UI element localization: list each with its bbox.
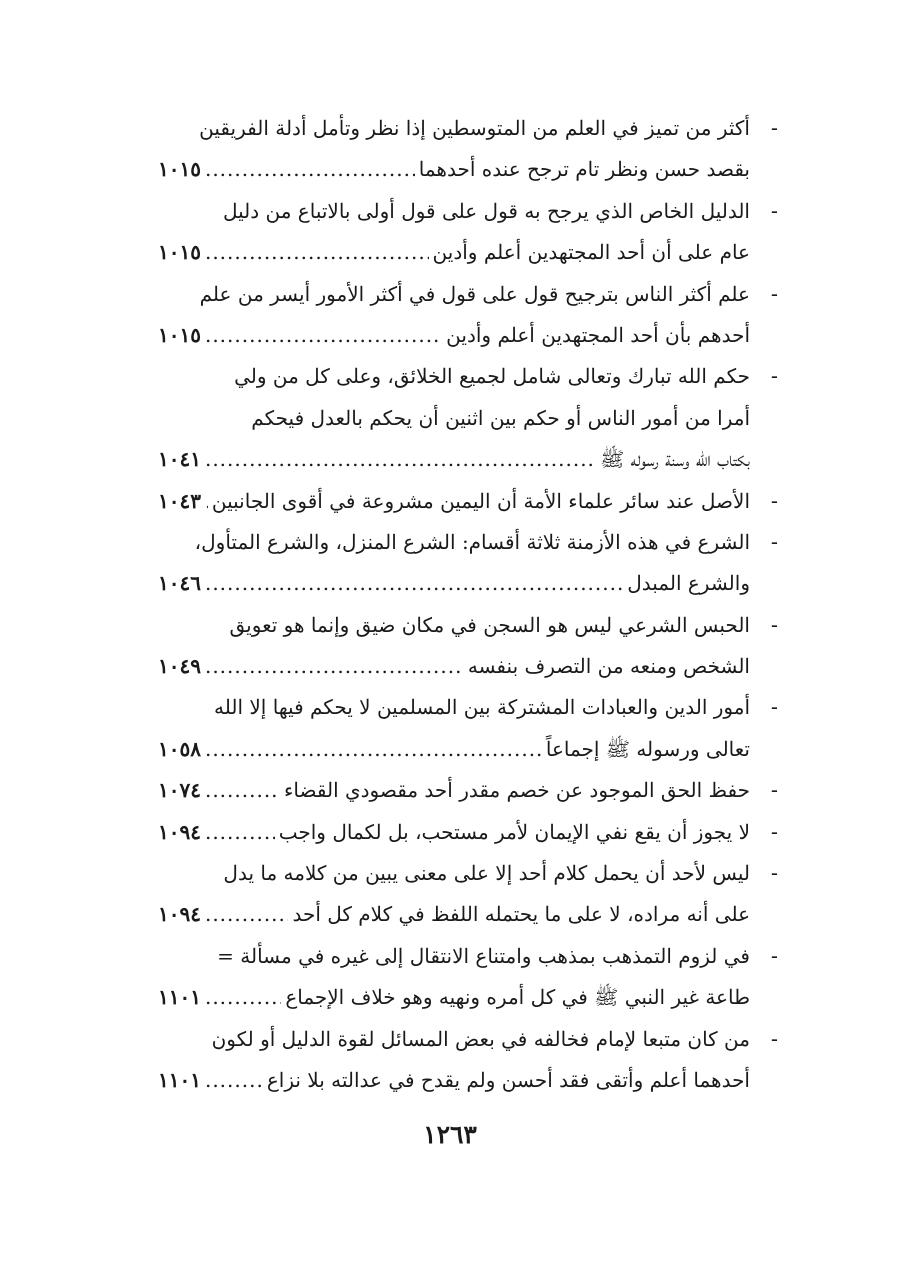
index-entry — [158, 853, 778, 936]
entry-line — [158, 315, 750, 356]
entry-dash: - — [770, 861, 778, 886]
entry-page-ref: ١٠٤٦ — [158, 571, 201, 596]
entry-text: في لزوم التمذهب بمذهب وامتناع الانتقال إلى غيره في مسألة = — [217, 943, 750, 968]
entry-page-ref: ١٠٩٤ — [158, 819, 201, 844]
entry-page-ref: ١٠٩٤ — [158, 902, 201, 927]
entry-text: أمرا من أمور الناس أو حكم بين اثنين أن يحكم بالعدل فيحكم — [251, 405, 750, 430]
index-entry — [158, 1019, 778, 1102]
index-entry — [158, 770, 778, 811]
page-number: ١٢٦٣ — [423, 1120, 477, 1149]
dot-leader — [205, 770, 280, 811]
index-entry — [158, 936, 778, 1019]
entry-line — [158, 108, 750, 149]
entry-dash: - — [770, 612, 778, 637]
dot-leader — [205, 563, 623, 604]
entry-line — [158, 439, 750, 480]
dot-leader — [205, 439, 596, 480]
index-entry — [158, 274, 778, 357]
entry-text: أمور الدين والعبادات المشتركة بين المسلمين لا يحكم فيها إلا الله — [214, 695, 750, 720]
entry-text: أحدهم بأن أحد المجتهدين أعلم وأدين — [446, 322, 750, 347]
entry-dash: - — [770, 529, 778, 554]
index-entry — [158, 812, 778, 853]
entry-line — [158, 274, 750, 315]
entry-text: عام على أن أحد المجتهدين أعلم وأدين — [432, 240, 750, 265]
entry-text: تعالى ورسوله ﷺ إجماعاً — [545, 736, 750, 761]
entry-text: الشخص ومنعه من التصرف بنفسه — [467, 654, 750, 679]
entry-text: والشرع المبدل — [627, 571, 750, 596]
entry-text: ليس لأحد أن يحمل كلام أحد إلا على معنى يبين من كلامه ما يدل — [223, 861, 750, 886]
entry-line — [158, 481, 750, 522]
entry-text: من كان متبعا لإمام فخالفه في بعض المسائل لقوة الدليل أو لكون — [211, 1026, 750, 1051]
entry-dash: - — [770, 281, 778, 306]
entry-text: حكم الله تبارك وتعالى شامل لجميع الخلائق، وعلى كل من ولي — [234, 364, 750, 389]
dot-leader — [205, 812, 275, 853]
entry-page-ref: ١٠٤٩ — [158, 654, 201, 679]
entry-dash: - — [770, 695, 778, 720]
entry-page-ref: ١٠٤٣ — [158, 488, 201, 513]
entry-text: على أنه مراده، لا على ما يحتمله اللفظ في كلام كل أحد — [292, 902, 750, 927]
entry-dash: - — [770, 364, 778, 389]
entry-line — [158, 149, 750, 190]
entry-line — [158, 646, 750, 687]
entry-text: بكتاب الله وسنة رسوله ﷺ — [600, 447, 750, 472]
entry-line — [158, 1060, 750, 1101]
entry-line — [158, 936, 750, 977]
entry-page-ref: ١٠٥٨ — [158, 736, 201, 761]
entry-text: الأصل عند سائر علماء الأمة أن اليمين مشروعة في أقوى الجانبين — [211, 488, 750, 513]
entry-text: حفظ الحق الموجود عن خصم مقدر أحد مقصودي القضاء — [284, 778, 750, 803]
dot-leader — [205, 977, 281, 1018]
entry-dash: - — [770, 819, 778, 844]
entry-line — [158, 812, 750, 853]
dot-leader — [205, 729, 542, 770]
entry-text: الحبس الشرعي ليس هو السجن في مكان ضيق وإنما هو تعويق — [229, 612, 750, 637]
dot-leader — [205, 894, 289, 935]
entry-line — [158, 853, 750, 894]
entry-line — [158, 687, 750, 728]
entry-text: الدليل الخاص الذي يرجح به قول على قول أولى بالاتباع من دليل — [222, 198, 750, 223]
entry-text: أحدهما أعلم وأتقى فقد أحسن ولم يقدح في عدالته بلا نزاع — [266, 1067, 750, 1092]
entry-page-ref: ١١٠١ — [158, 985, 201, 1010]
entry-line — [158, 729, 750, 770]
entry-line — [158, 398, 750, 439]
index-entry — [158, 605, 778, 688]
index-entry — [158, 191, 778, 274]
entry-dash: - — [770, 198, 778, 223]
entry-page-ref: ١٠١٥ — [158, 157, 201, 182]
dot-leader — [205, 646, 464, 687]
entry-dash: - — [770, 116, 778, 140]
dot-leader — [205, 149, 415, 190]
entry-line — [158, 522, 750, 563]
index-entry — [158, 522, 778, 605]
entry-text: بقصد حسن ونظر تام ترجح عنده أحدهما — [418, 157, 750, 182]
dot-leader — [205, 1060, 263, 1101]
entry-page-ref: ١٠١٥ — [158, 322, 201, 347]
dot-leader — [205, 315, 442, 356]
entry-page-ref: ١٠١٥ — [158, 240, 201, 265]
entry-line — [158, 977, 750, 1018]
entry-dash: - — [770, 943, 778, 968]
index-list — [158, 108, 778, 1101]
entry-page-ref: ١٠٤١ — [158, 447, 201, 472]
entry-page-ref: ١١٠١ — [158, 1067, 201, 1092]
entry-dash: - — [770, 778, 778, 803]
index-entry — [158, 481, 778, 522]
entry-line — [158, 1019, 750, 1060]
entry-text: طاعة غير النبي ﷺ في كل أمره ونهيه وهو خلاف الإجماع — [285, 985, 750, 1010]
dot-leader — [205, 232, 429, 273]
entry-text: أكثر من تميز في العلم من المتوسطين إذا نظر وتأمل أدلة الفريقين — [199, 116, 750, 140]
entry-line — [158, 605, 750, 646]
entry-line — [158, 894, 750, 935]
entry-line — [158, 191, 750, 232]
entry-line — [158, 232, 750, 273]
dot-leader — [205, 481, 208, 522]
entry-text: علم أكثر الناس بترجيح قول على قول في أكثر الأمور أيسر من علم — [199, 281, 750, 306]
entry-dash: - — [770, 488, 778, 513]
entry-line — [158, 770, 750, 811]
entry-line — [158, 356, 750, 397]
entry-line — [158, 563, 750, 604]
entry-text: الشرع في هذه الأزمنة ثلاثة أقسام: الشرع المنزل، والشرع المتأول، — [194, 529, 750, 554]
entry-text: لا يجوز أن يقع نفي الإيمان لأمر مستحب، بل لكمال واجب — [278, 819, 750, 844]
entry-page-ref: ١٠٧٤ — [158, 778, 201, 803]
entry-dash: - — [770, 1026, 778, 1051]
index-entry — [158, 108, 778, 191]
index-entry — [158, 356, 778, 480]
index-entry — [158, 687, 778, 770]
